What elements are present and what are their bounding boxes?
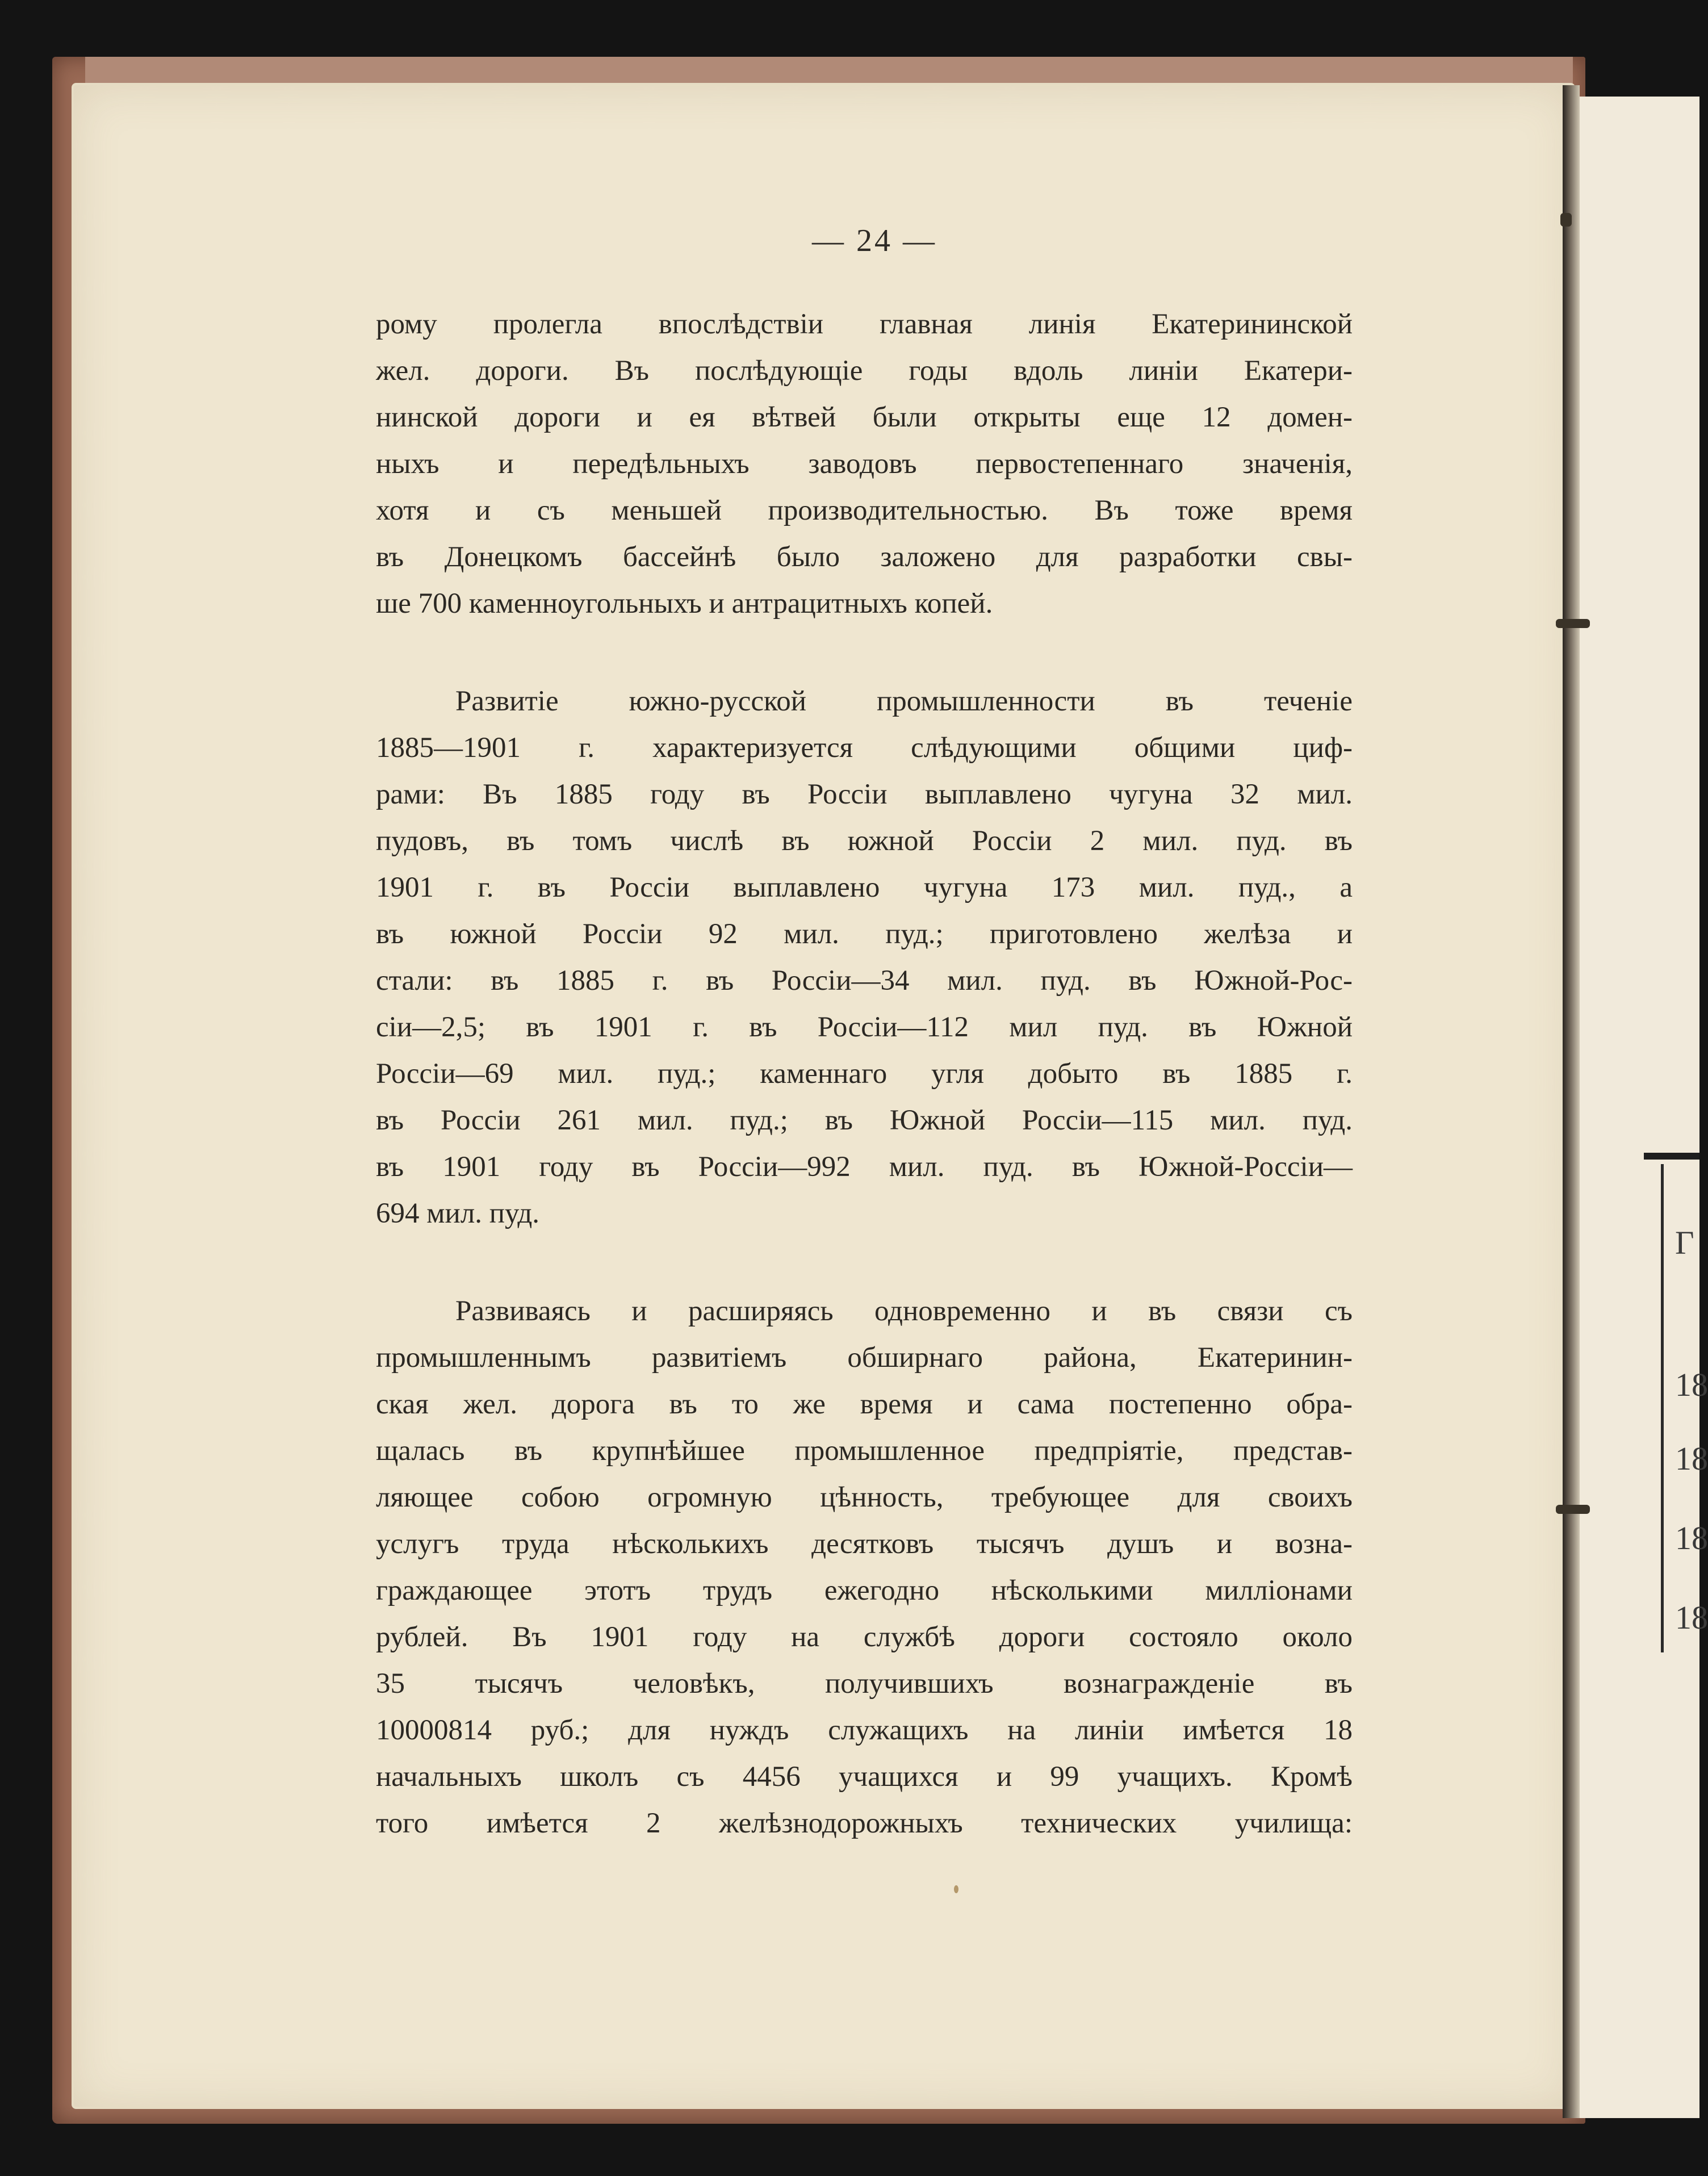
binding-mark [1560, 213, 1572, 227]
text-line: ляющее собою огромную цѣнность, требующее для своихъ [376, 1482, 1353, 1513]
facing-page-table-rule [1644, 1153, 1699, 1160]
text-line: въ южной Россіи 92 мил. пуд.; приготовлено желѣза и [376, 918, 1353, 950]
text-line: Развиваясь и расширяясь одновременно и въ связи съ [455, 1295, 1353, 1327]
text-line: 10000814 руб.; для нуждъ служащихъ на линіи имѣется 18 [376, 1714, 1353, 1746]
text-line: ныхъ и передѣльныхъ заводовъ первостепеннаго значенія, [376, 448, 1353, 480]
page-number: — 24 — [812, 223, 937, 258]
text-line: Развитіе южно-русской промышленности въ теченіе [455, 685, 1353, 717]
text-line: нинской дороги и ея вѣтвей были открыты еще 12 домен- [376, 401, 1353, 433]
text-line: сіи—2,5; въ 1901 г. въ Россіи—112 мил пуд. въ Южной [376, 1011, 1353, 1043]
text-line: 694 мил. пуд. [376, 1198, 540, 1229]
facing-page-fragment: 18 [1675, 1520, 1708, 1556]
text-line: 1901 г. въ Россіи выплавлено чугуна 173 мил. пуд., а [376, 872, 1353, 903]
text-line: граждающее этотъ трудъ ежегодно нѣсколькими милліонами [376, 1575, 1353, 1606]
text-line: промышленнымъ развитіемъ обширнаго района, Екатеринин- [376, 1342, 1353, 1374]
facing-page-fragment: 18 [1675, 1440, 1708, 1477]
text-line: рублей. Въ 1901 году на службѣ дороги состояло около [376, 1621, 1353, 1653]
facing-page [1573, 97, 1699, 2118]
text-line: ше 700 каменноугольныхъ и антрацитныхъ копей. [376, 588, 993, 620]
text-line: жел. дороги. Въ послѣдующіе годы вдоль линіи Екатери- [376, 355, 1353, 387]
text-line: начальныхъ школъ съ 4456 учащихся и 99 учащихъ. Кромѣ [376, 1761, 1353, 1793]
text-line: пудовъ, въ томъ числѣ въ южной Россіи 2 мил. пуд. въ [376, 825, 1353, 857]
text-line: 1885—1901 г. характеризуется слѣдующими общими циф- [376, 732, 1353, 764]
binding-mark [1556, 619, 1590, 628]
text-line: Россіи—69 мил. пуд.; каменнаго угля добыто въ 1885 г. [376, 1058, 1353, 1090]
facing-page-table-border [1661, 1164, 1664, 1652]
book-gutter [1563, 85, 1580, 2118]
text-line: въ Донецкомъ бассейнѣ было заложено для разработки свы- [376, 541, 1353, 573]
paper-stain [954, 1885, 958, 1893]
facing-page-fragment: Г [1675, 1224, 1694, 1261]
paragraph [376, 678, 1353, 1237]
text-line: услугъ труда нѣсколькихъ десятковъ тысячъ душъ и возна- [376, 1528, 1353, 1560]
text-line: хотя и съ меньшей производительностью. Въ тоже время [376, 495, 1353, 526]
text-line: того имѣется 2 желѣзнодорожныхъ технических училища: [376, 1807, 1353, 1839]
page-body [376, 301, 1353, 1847]
text-line: щалась въ крупнѣйшее промышленное предпріятіе, представ- [376, 1435, 1353, 1467]
text-line: рами: Въ 1885 году въ Россіи выплавлено чугуна 32 мил. [376, 779, 1353, 810]
text-line: рому пролегла впослѣдствіи главная линія Екатерининской [376, 308, 1353, 340]
binding-mark [1556, 1505, 1590, 1514]
text-line: стали: въ 1885 г. въ Россіи—34 мил. пуд. въ Южной-Рос- [376, 965, 1353, 997]
text-line: 35 тысячъ человѣкъ, получившихъ вознагражденіе въ [376, 1668, 1353, 1700]
text-line: въ 1901 году въ Россіи—992 мил. пуд. въ Южной-Россіи— [376, 1151, 1353, 1183]
paragraph [376, 1288, 1353, 1847]
text-line: въ Россіи 261 мил. пуд.; въ Южной Россіи—115 мил. пуд. [376, 1104, 1353, 1136]
text-line: ская жел. дорога въ то же время и сама постепенно обра- [376, 1388, 1353, 1420]
facing-page-fragment: 18 [1675, 1599, 1708, 1636]
facing-page-fragment: 18 [1675, 1366, 1708, 1403]
paragraph [376, 301, 1353, 627]
